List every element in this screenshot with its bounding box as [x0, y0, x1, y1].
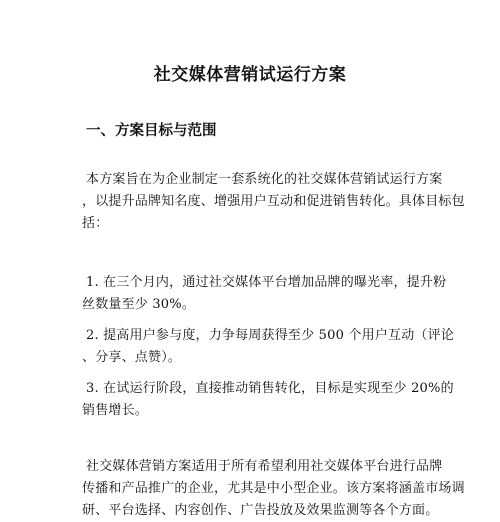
- paragraph-line: 丝数量至少 30%。: [82, 297, 196, 312]
- paragraph-line: 括：: [82, 216, 109, 231]
- paragraph-line: 传播和产品推广的企业，尤其是中小型企业。该方案将涵盖市场调: [82, 481, 465, 496]
- paragraph-line: 1. 在三个月内，通过社交媒体平台增加品牌的曝光率，提升粉: [86, 275, 447, 290]
- paragraph-line: 、分享、点赞）。: [82, 350, 182, 365]
- goal-item-1: [82, 272, 447, 316]
- goal-item-2: [82, 325, 455, 369]
- paragraph-line: ，以提升品牌知名度、增强用户互动和促进销售转化。具体目标包: [82, 194, 465, 209]
- paragraph-line: 销售增长。: [82, 403, 149, 418]
- goal-item-3: [82, 378, 454, 422]
- document-title: 社交媒体营销试运行方案: [153, 65, 347, 85]
- paragraph-line: 3. 在试运行阶段，直接推动销售转化，目标是实现至少 20%的: [86, 381, 454, 396]
- intro-paragraph: [82, 169, 465, 235]
- scope-paragraph: [82, 456, 465, 522]
- paragraph-line: 社交媒体营销方案适用于所有希望利用社交媒体平台进行品牌: [86, 459, 443, 474]
- paragraph-line: 本方案旨在为企业制定一套系统化的社交媒体营销试运行方案: [86, 172, 443, 187]
- paragraph-line: 2. 提高用户参与度，力争每周获得至少 500 个用户互动（评论: [86, 328, 455, 343]
- section-heading: 一、方案目标与范围: [86, 123, 217, 139]
- paragraph-line: 研、平台选择、内容创作、广告投放及效果监测等各个方面。: [82, 503, 439, 518]
